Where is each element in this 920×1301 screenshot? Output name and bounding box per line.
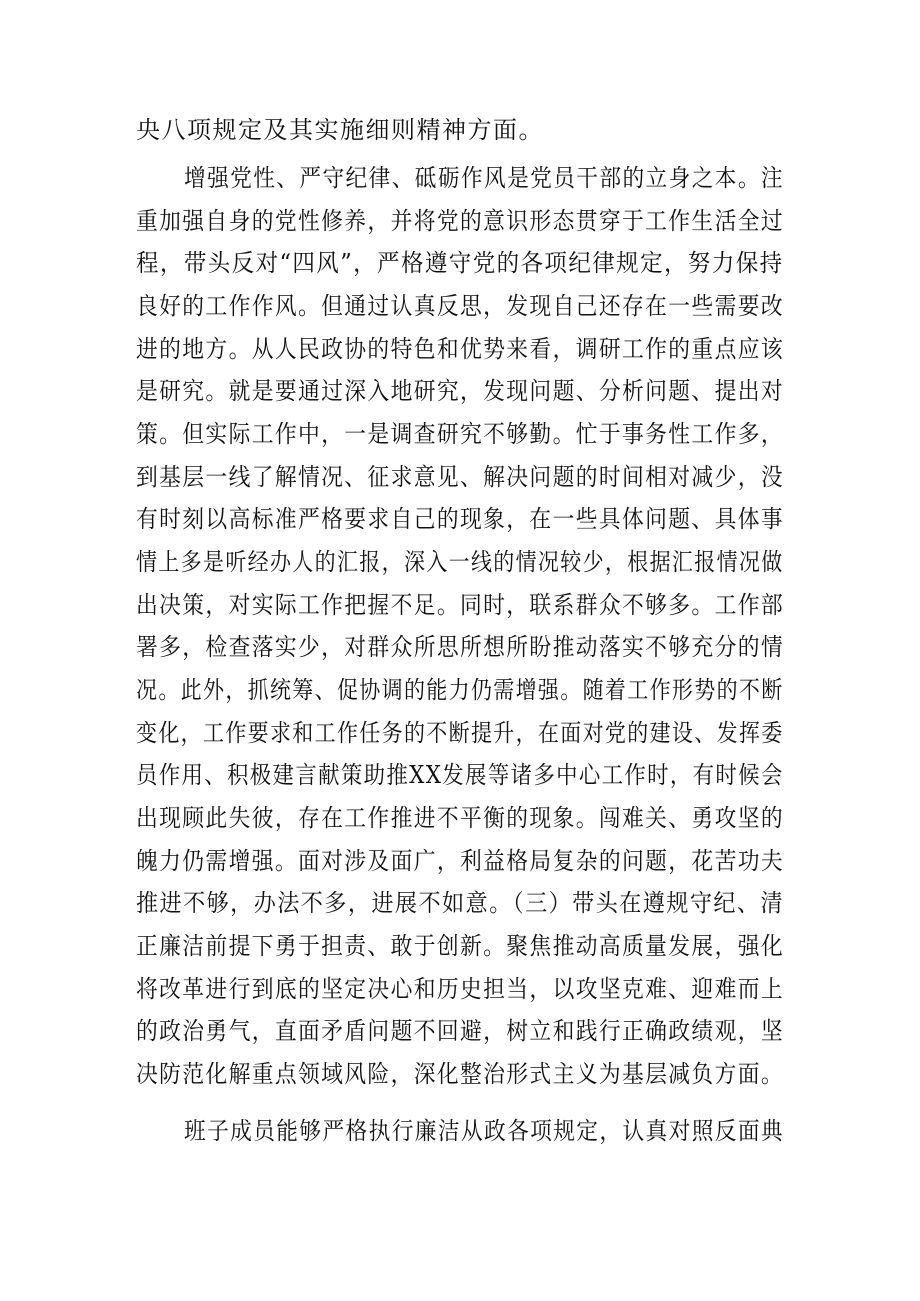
paragraph-3-line-1: 班子成员能够严格执行廉洁从政各项规定，认真对照反面典 — [184, 1117, 784, 1145]
paragraph-2-line-13: 况。此外，抓统筹、促协调的能力仍需增强。随着工作形势的不断 — [136, 676, 784, 704]
paragraph-2-line-8: 到基层一线了解情况、征求意见、解决问题的时间相对减少，没 — [136, 463, 784, 491]
paragraph-1-line-1: 央八项规定及其实施细则精神方面。 — [136, 116, 544, 144]
paragraph-2-line-1: 增强党性、严守纪律、砥砺作风是党员干部的立身之本。注 — [184, 164, 784, 192]
paragraph-2-line-2: 重加强自身的党性修养，并将党的意识形态贯穿于工作生活全过 — [136, 207, 784, 235]
paragraph-2-line-12: 署多，检查落实少，对群众所思所想所盼推动落实不够充分的情 — [136, 633, 784, 661]
paragraph-2-line-17: 魄力仍需增强。面对涉及面广，利益格局复杂的问题，花苦功夫 — [136, 847, 784, 875]
paragraph-2-line-14: 变化，工作要求和工作任务的不断提升，在面对党的建设、发挥委 — [136, 719, 784, 747]
paragraph-2-line-11: 出决策，对实际工作把握不足。同时，联系群众不够多。工作部 — [136, 591, 784, 619]
paragraph-2-line-18: 推进不够，办法不多，进展不如意。（三）带头在遵规守纪、清 — [136, 889, 784, 917]
paragraph-2-line-3: 程，带头反对“四风”，严格遵守党的各项纪律规定，努力保持 — [136, 249, 784, 277]
paragraph-2-line-5: 进的地方。从人民政协的特色和优势来看，调研工作的重点应该 — [136, 335, 784, 363]
paragraph-2-line-21: 的政治勇气，直面矛盾问题不回避，树立和践行正确政绩观，坚 — [136, 1017, 784, 1045]
paragraph-2-line-19: 正廉洁前提下勇于担责、敢于创新。聚焦推动高质量发展，强化 — [136, 932, 784, 960]
paragraph-2-line-6: 是研究。就是要通过深入地研究，发现问题、分析问题、提出对 — [136, 377, 784, 405]
paragraph-2-line-9: 有时刻以高标准严格要求自己的现象，在一些具体问题、具体事 — [136, 505, 784, 533]
paragraph-2-line-4: 良好的工作作风。但通过认真反思，发现自己还存在一些需要改 — [136, 292, 784, 320]
paragraph-2-line-20: 将改革进行到底的坚定决心和历史担当，以攻坚克难、迎难而上 — [136, 975, 784, 1003]
paragraph-2-line-15: 员作用、积极建言献策助推XX发展等诸多中心工作时，有时候会 — [136, 761, 784, 789]
paragraph-2-line-22: 决防范化解重点领域风险，深化整治形式主义为基层减负方面。 — [136, 1060, 784, 1088]
paragraph-2-line-7: 策。但实际工作中，一是调查研究不够勤。忙于事务性工作多， — [136, 420, 784, 448]
paragraph-2-line-10: 情上多是听经办人的汇报，深入一线的情况较少，根据汇报情况做 — [136, 548, 784, 576]
paragraph-2-line-16: 出现顾此失彼，存在工作推进不平衡的现象。闯难关、勇攻坚的 — [136, 804, 784, 832]
